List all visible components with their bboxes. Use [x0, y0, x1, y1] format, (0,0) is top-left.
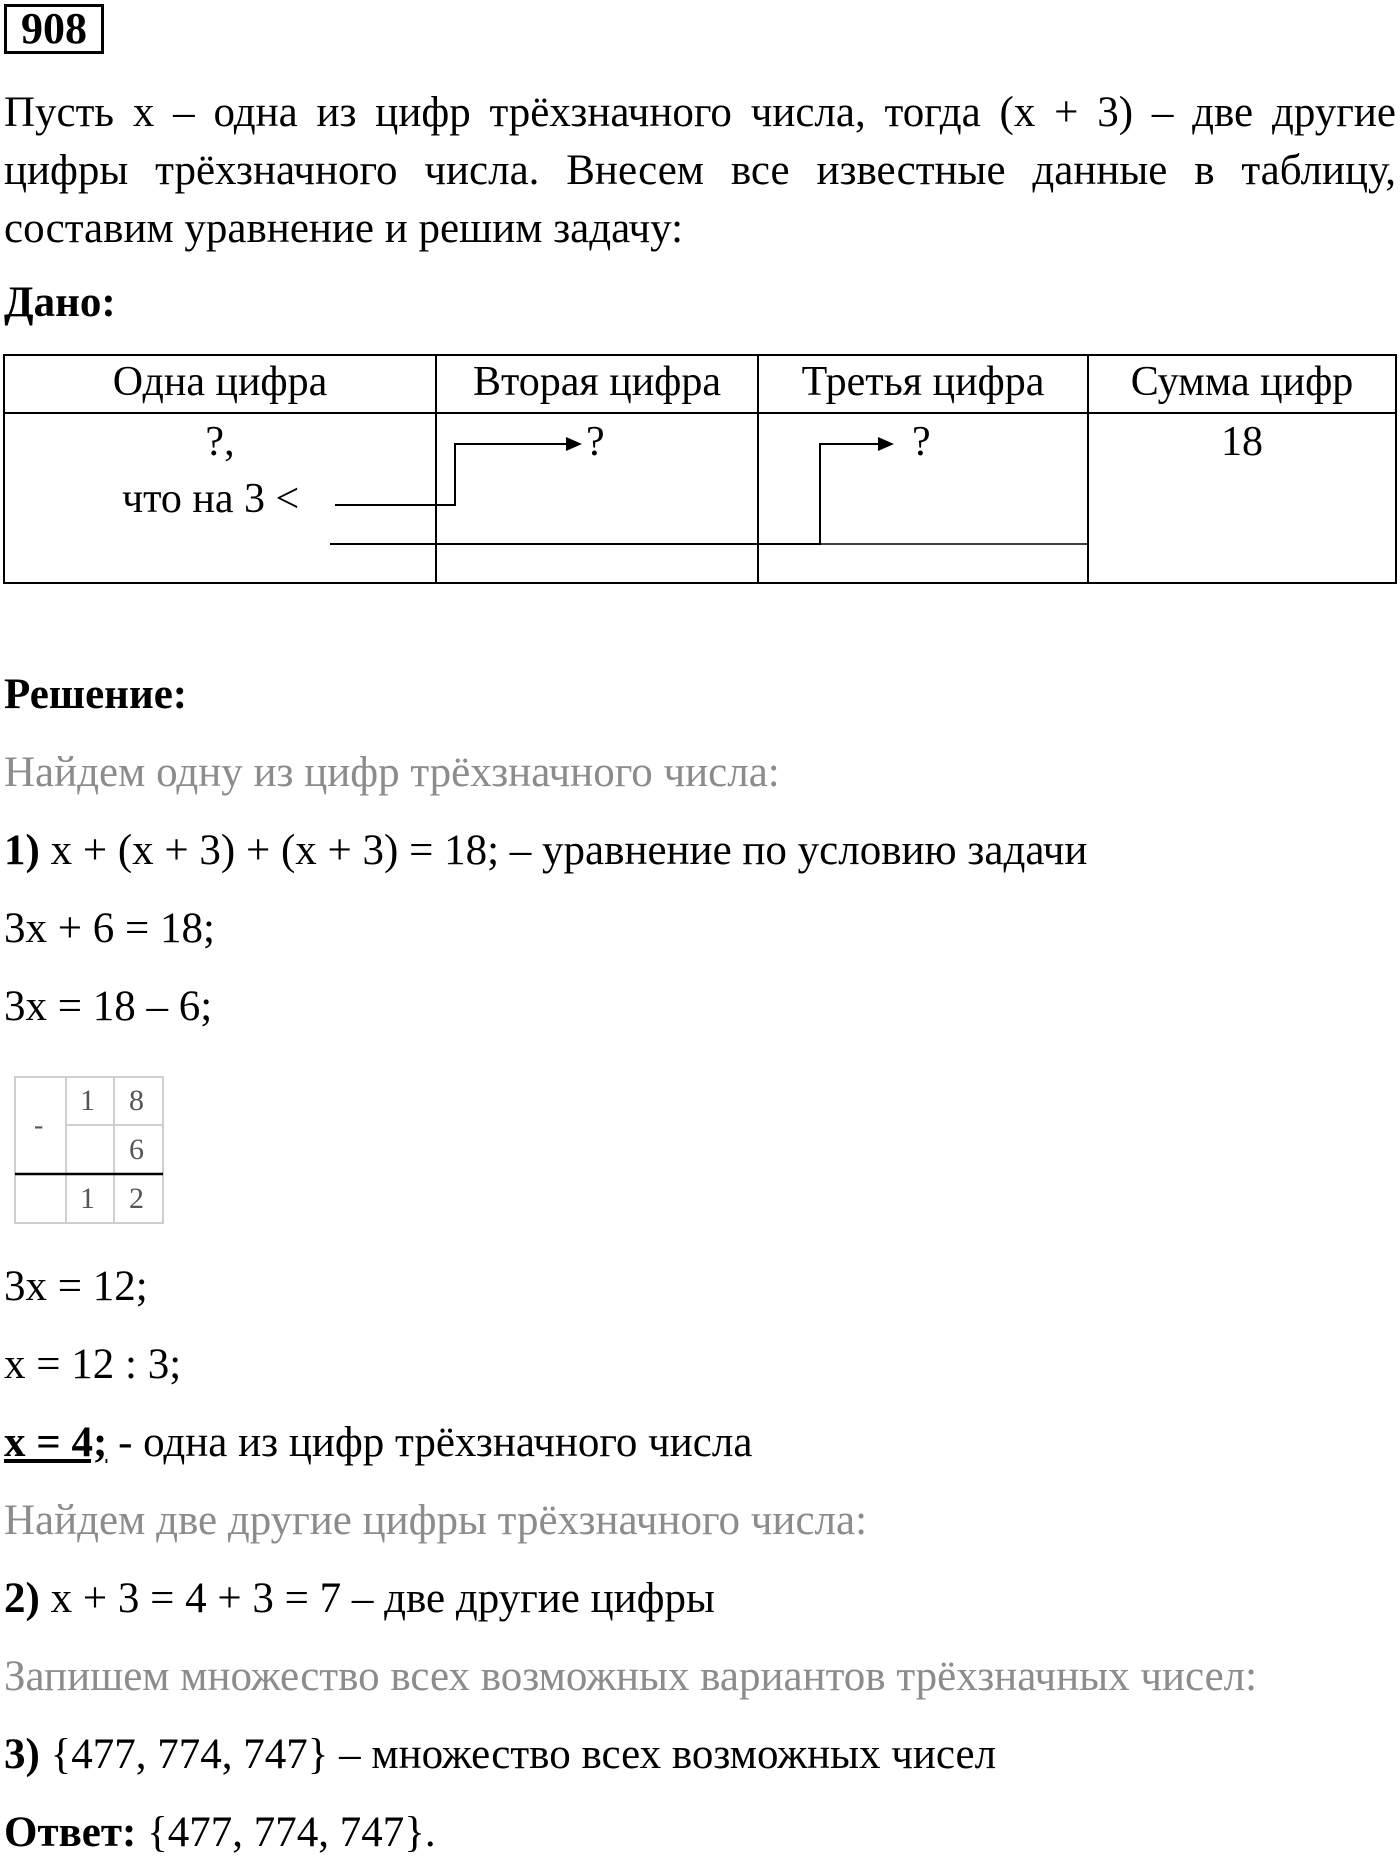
subtrahend-digit-2: 6 — [129, 1133, 144, 1166]
column-subtraction — [14, 1076, 164, 1224]
step-1-text: x + (x + 3) + (x + 3) = 18; – уравнение по условию задачи — [50, 827, 1088, 874]
answer-text: {477, 774, 747}. — [147, 1809, 436, 1856]
step-3 — [4, 1730, 996, 1780]
step-3-number: 3) — [4, 1731, 40, 1778]
given-label: Дано: — [4, 279, 116, 326]
header-third-digit: Третья цифра — [801, 359, 1045, 405]
problem-number: 908 — [4, 4, 104, 54]
hint-find-other-digits: Найдем две другие цифры трёхзначного числа: — [4, 1497, 868, 1544]
header-digit-sum: Сумма цифр — [1130, 359, 1354, 405]
intro-text: Пусть x – одна из цифр трёхзначного числа, тогда (x + 3) – две другие цифры трёхзначного числа. Внесем все известные данные в таблицу, составим уравнение и решим задачу: — [4, 89, 1396, 252]
step-2-number: 2) — [4, 1575, 40, 1622]
first-digit-note: что на 3 < — [122, 476, 300, 522]
x-result-line — [4, 1418, 752, 1468]
first-digit-value: ?, — [205, 419, 235, 465]
second-digit-value: ? — [586, 419, 605, 465]
step-2-text: x + 3 = 4 + 3 = 7 – две другие цифры — [50, 1575, 715, 1622]
third-digit-value: ? — [912, 419, 931, 465]
hint-write-set: Запишем множество всех возможных вариантов трёхзначных чисел: — [4, 1653, 1258, 1700]
result-digit-2: 2 — [129, 1182, 144, 1215]
step-3-text: {477, 774, 747} – множество всех возможных чисел — [50, 1731, 997, 1778]
equation-2: 3x = 18 – 6; — [4, 983, 213, 1030]
given-table — [0, 0, 1400, 600]
equation-1: 3x + 6 = 18; — [4, 905, 215, 952]
result-digit-1: 1 — [80, 1182, 95, 1215]
step-1-number: 1) — [4, 827, 40, 874]
step-1 — [4, 826, 1087, 876]
answer-label: Ответ: — [4, 1809, 137, 1856]
minuend-digit-1: 1 — [80, 1084, 95, 1117]
arrow-to-third-digit — [330, 437, 894, 544]
hint-find-one-digit: Найдем одну из цифр трёхзначного числа: — [4, 749, 780, 796]
step-2 — [4, 1574, 715, 1624]
sum-value: 18 — [1221, 419, 1263, 465]
answer-line — [4, 1808, 436, 1858]
header-second-digit: Вторая цифра — [472, 359, 722, 405]
x-result-note: - одна из цифр трёхзначного числа — [118, 1419, 753, 1466]
header-first-digit: Одна цифра — [112, 359, 328, 405]
arrow-to-second-digit — [335, 437, 582, 505]
x-result: x = 4; — [4, 1419, 108, 1466]
equation-3: 3x = 12; — [4, 1263, 148, 1310]
solution-label: Решение: — [4, 671, 188, 718]
minuend-digit-2: 8 — [129, 1084, 144, 1117]
equation-4: x = 12 : 3; — [4, 1341, 182, 1388]
minus-sign: - — [34, 1110, 44, 1141]
